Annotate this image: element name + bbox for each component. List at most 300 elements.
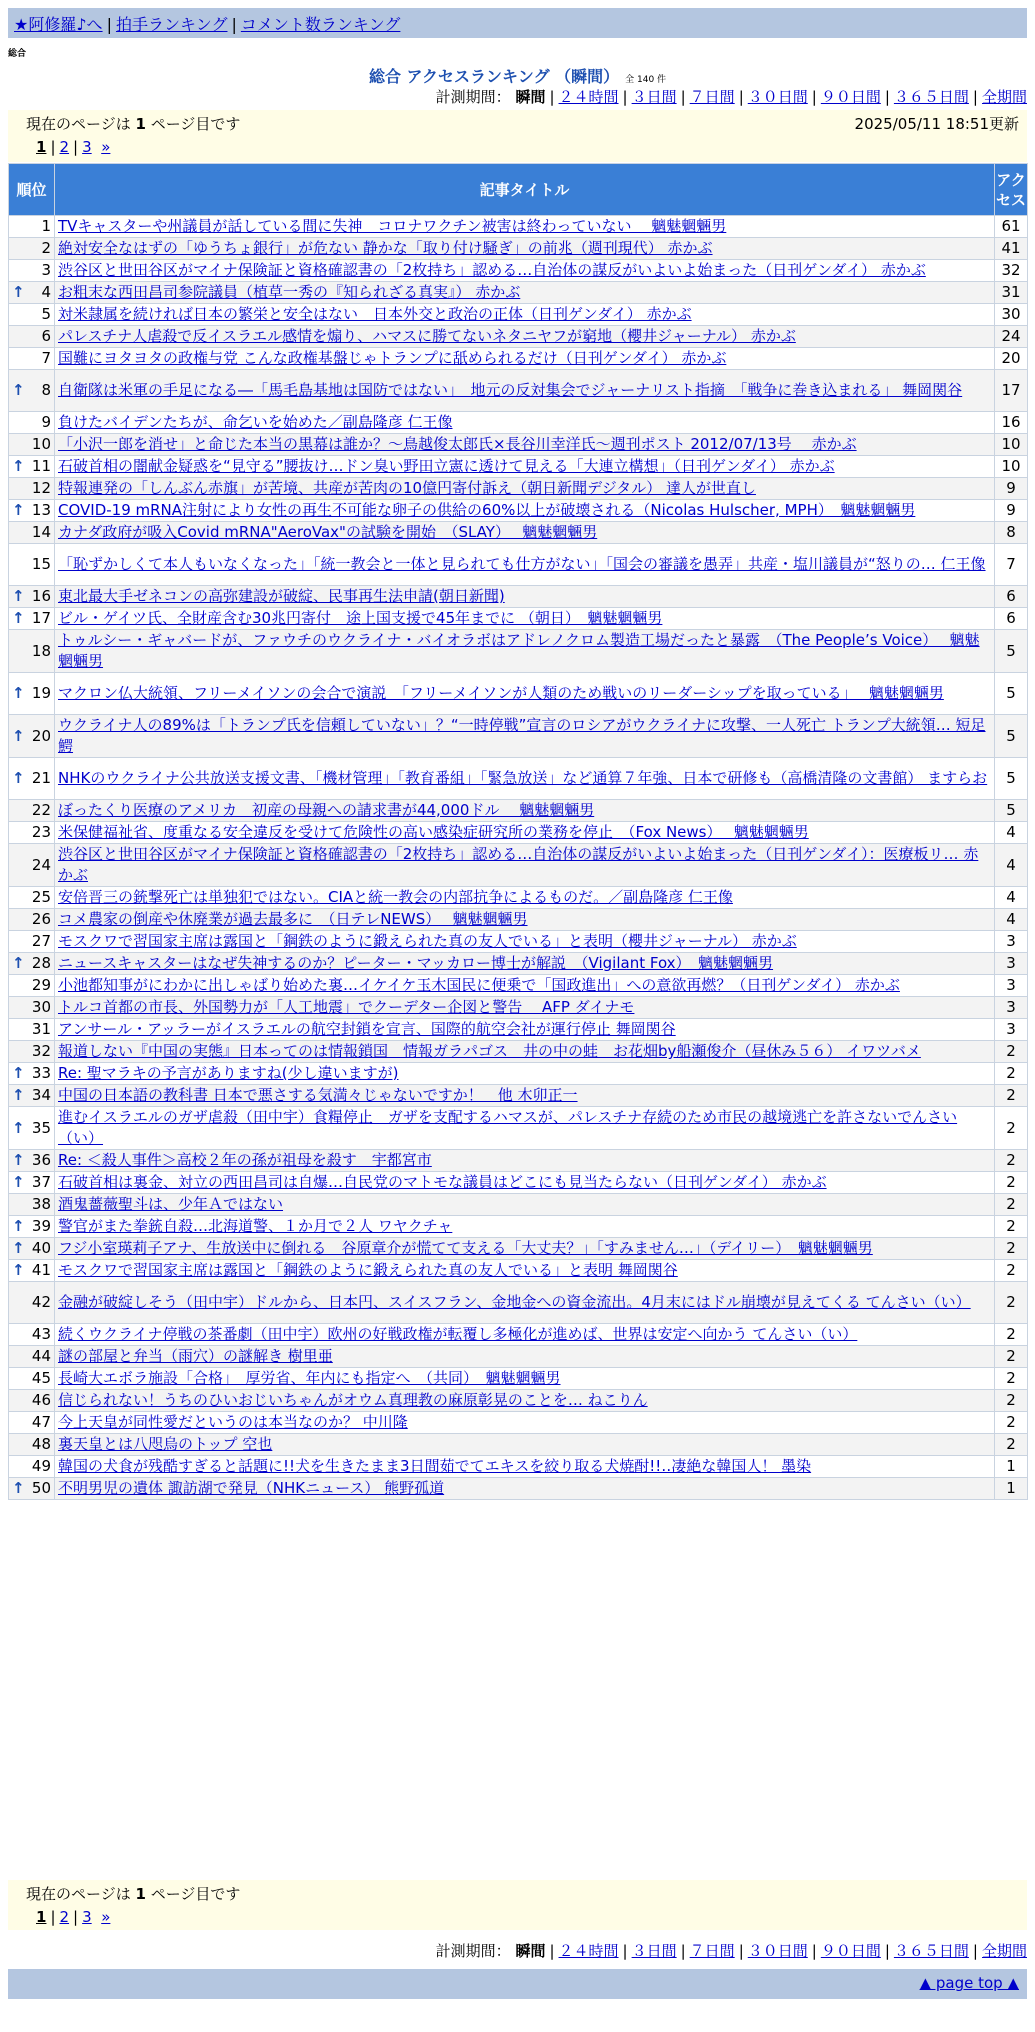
rank-number: 50 bbox=[31, 1479, 51, 1497]
article-link[interactable]: アンサール・アッラーがイスラエルの航空封鎖を宣言、国際的航空会社が運行停止 舞岡関谷 bbox=[58, 1020, 676, 1038]
period-selector-bottom bbox=[436, 1940, 1027, 1961]
table-row bbox=[9, 1260, 1028, 1282]
rank-cell bbox=[9, 500, 55, 522]
table-row bbox=[9, 544, 1028, 586]
table-row bbox=[9, 1063, 1028, 1085]
separator: | bbox=[738, 88, 744, 106]
separator: | bbox=[50, 138, 56, 156]
title-cell bbox=[55, 608, 995, 630]
title-cell bbox=[55, 909, 995, 931]
footer-bar bbox=[8, 1969, 1027, 1999]
table-row bbox=[9, 456, 1028, 478]
rank-cell bbox=[9, 1368, 55, 1390]
period-label: 計測期間： bbox=[435, 1942, 511, 1960]
separator: | bbox=[680, 1942, 686, 1960]
period-selector-top bbox=[436, 86, 1027, 107]
article-link[interactable]: NHKのウクライナ公共放送支援文書、「機材管理」「教育番組」「緊急放送」など通算７年強、日本で研修も（高橋清隆の文書館） ますらお bbox=[58, 769, 988, 787]
title-cell bbox=[55, 1041, 995, 1063]
page-top-link[interactable]: ▲ page top ▲ bbox=[919, 1974, 1019, 1992]
article-link[interactable]: ニュースキャスターはなぜ失神するのか？ピーター・マッカロー博士が解説 （Vigilant Fox） 魑魅魍魎男 bbox=[58, 954, 774, 972]
header-access: アクセス bbox=[995, 164, 1028, 216]
article-link[interactable]: 続くウクライナ停戦の茶番劇（田中宇）欧州の好戦政権が転覆し多極化が進めば、世界は安定へ向かう てんさい（い） bbox=[58, 1325, 858, 1343]
pager-bottom bbox=[8, 1880, 1027, 1930]
article-link[interactable]: 石破首相は裏金、対立の西田昌司は自爆…自民党のマトモな議員はどこにも見当たらない（日刊ゲンダイ） 赤かぶ bbox=[58, 1173, 827, 1191]
table-row bbox=[9, 348, 1028, 370]
title-cell bbox=[55, 456, 995, 478]
rank-number: 24 bbox=[31, 855, 51, 874]
access-count: 2 bbox=[995, 1260, 1028, 1282]
rank-cell bbox=[9, 997, 55, 1019]
access-count: 2 bbox=[995, 1282, 1028, 1324]
access-count: 10 bbox=[995, 456, 1028, 478]
title-cell bbox=[55, 758, 995, 800]
article-link[interactable]: 謎の部屋と弁当（雨穴）の謎解き 樹里亜 bbox=[58, 1347, 333, 1365]
article-link[interactable]: COVID-19 mRNA注射により女性の再生不可能な卵子の供給の60%以上が破壊される（Nicolas Hulscher, MPH） 魑魅魍魎男 bbox=[58, 501, 916, 519]
article-link[interactable]: 米保健福祉省、度重なる安全違反を受けて危険性の高い感染症研究所の業務を停止 （Fox News） 魑魅魍魎男 bbox=[58, 823, 809, 841]
period-3d-link[interactable]: ３日間 bbox=[631, 1942, 677, 1960]
rank-cell bbox=[9, 1260, 55, 1282]
title-cell bbox=[55, 238, 995, 260]
period-7d-link[interactable]: ７日間 bbox=[689, 88, 735, 106]
table-row bbox=[9, 1019, 1028, 1041]
access-count: 5 bbox=[995, 673, 1028, 715]
period-all-link[interactable]: 全期間 bbox=[981, 1942, 1027, 1960]
rank-number: 9 bbox=[41, 413, 51, 431]
separator: | bbox=[622, 1942, 628, 1960]
access-count: 4 bbox=[995, 844, 1028, 887]
page-status-number: 1 bbox=[135, 1885, 146, 1903]
arrow-up-icon: ↑ bbox=[12, 1239, 25, 1257]
article-link[interactable]: 金融が破綻しそう（田中宇）ドルから、日本円、スイスフラン、金地金への資金流出。4月末にはドル崩壊が見えてくる てんさい（い） bbox=[58, 1293, 971, 1311]
title-cell bbox=[55, 586, 995, 608]
rank-number: 43 bbox=[31, 1325, 51, 1343]
access-count: 3 bbox=[995, 975, 1028, 997]
rank-number: 36 bbox=[31, 1151, 51, 1169]
table-row bbox=[9, 434, 1028, 456]
rank-cell bbox=[9, 1324, 55, 1346]
rank-cell bbox=[9, 1412, 55, 1434]
rank-number: 15 bbox=[31, 555, 51, 573]
rank-cell bbox=[9, 608, 55, 630]
access-count: 2 bbox=[995, 1238, 1028, 1260]
access-count: 5 bbox=[995, 715, 1028, 758]
period-365d-link[interactable]: ３６５日間 bbox=[893, 88, 969, 106]
title-cell bbox=[55, 1107, 995, 1150]
title-cell bbox=[55, 304, 995, 326]
page-1-current: 1 bbox=[36, 138, 47, 156]
rank-cell bbox=[9, 887, 55, 909]
rank-number: 23 bbox=[31, 823, 51, 841]
title-cell bbox=[55, 478, 995, 500]
rank-number: 37 bbox=[31, 1173, 51, 1191]
rank-cell bbox=[9, 282, 55, 304]
rank-cell bbox=[9, 715, 55, 758]
access-count: 2 bbox=[995, 1368, 1028, 1390]
rank-number: 42 bbox=[31, 1293, 51, 1311]
access-count: 61 bbox=[995, 216, 1028, 238]
page-status-suffix: ページ目です bbox=[150, 1885, 241, 1903]
rank-cell bbox=[9, 434, 55, 456]
rank-number: 5 bbox=[41, 305, 51, 323]
table-row bbox=[9, 326, 1028, 348]
nav-separator: | bbox=[106, 15, 112, 34]
rank-number: 47 bbox=[31, 1413, 51, 1431]
article-link[interactable]: 小池都知事がにわかに出しゃばり始めた裏…イケイケ玉木国民に便乗で「国政進出」への意欲再燃？（日刊ゲンダイ） 赤かぶ bbox=[58, 976, 900, 994]
table-row bbox=[9, 412, 1028, 434]
article-link[interactable]: 渋谷区と世田谷区がマイナ保険証と資格確認書の「2枚持ち」認める…自治体の謀反がいよいよ始まった（日刊ゲンダイ）：医療板リ… 赤かぶ bbox=[58, 845, 979, 884]
article-link[interactable]: 不明男児の遺体 諏訪湖で発見（NHKニュース） 熊野孤道 bbox=[58, 1479, 445, 1497]
rank-number: 21 bbox=[31, 769, 51, 787]
article-link[interactable]: 自衛隊は米軍の手足になる―「馬毛島基地は国防ではない」 地元の反対集会でジャーナリスト指摘 「戦争に巻き込まれる」 舞岡関谷 bbox=[58, 381, 963, 399]
table-row bbox=[9, 1434, 1028, 1456]
title-cell bbox=[55, 1260, 995, 1282]
table-row bbox=[9, 500, 1028, 522]
rank-cell bbox=[9, 931, 55, 953]
page-status-suffix: ページ目です bbox=[150, 115, 241, 133]
rank-cell bbox=[9, 412, 55, 434]
table-row bbox=[9, 608, 1028, 630]
page-2-link[interactable]: 2 bbox=[59, 138, 70, 156]
article-link[interactable]: 進むイスラエルのガザ虐殺（田中宇）食糧停止 ガザを支配するハマスが、パレスチナ存続のため市民の越境逃亡を許さないでんさい（い） bbox=[58, 1108, 958, 1147]
category-label: 総合 bbox=[8, 49, 27, 59]
period-24h-link[interactable]: ２４時間 bbox=[558, 88, 619, 106]
table-row bbox=[9, 953, 1028, 975]
access-count: 3 bbox=[995, 1019, 1028, 1041]
rank-cell bbox=[9, 1150, 55, 1172]
title-cell bbox=[55, 1019, 995, 1041]
separator: | bbox=[549, 88, 555, 106]
article-link[interactable]: 国難にヨタヨタの政権与党 こんな政権基盤じゃトランプに舐められるだけ（日刊ゲンダイ） 赤かぶ bbox=[58, 349, 727, 367]
article-link[interactable]: 東北最大手ゼネコンの高弥建設が破綻、民事再生法申請(朝日新聞) bbox=[58, 587, 505, 605]
article-link[interactable]: 中国の日本語の教科書 日本で悪さする気満々じゃないですか！ 他 木卯正一 bbox=[58, 1086, 578, 1104]
rank-cell bbox=[9, 304, 55, 326]
access-count: 2 bbox=[995, 1194, 1028, 1216]
rank-number: 2 bbox=[41, 239, 51, 257]
article-link[interactable]: トゥルシー・ギャバードが、ファウチのウクライナ・バイオラボはアドレノクロム製造工場だったと暴露 （The People’s Voice） 魑魅魍魎男 bbox=[58, 631, 980, 670]
period-30d-link[interactable]: ３０日間 bbox=[747, 88, 808, 106]
article-link[interactable]: 「恥ずかしくて本人もいなくなった」「統一教会と一体と見られても仕方がない」「国会の審議を愚弄」共産・塩川議員が“怒りの… 仁王像 bbox=[58, 555, 986, 573]
access-count: 41 bbox=[995, 238, 1028, 260]
access-count: 2 bbox=[995, 1085, 1028, 1107]
article-link[interactable]: 警官がまた拳銃自殺…北海道警、１か月で２人 ワヤクチャ bbox=[58, 1217, 453, 1235]
access-count: 2 bbox=[995, 1041, 1028, 1063]
rank-cell bbox=[9, 822, 55, 844]
rank-number: 10 bbox=[31, 435, 51, 453]
rank-cell bbox=[9, 1194, 55, 1216]
rank-number: 11 bbox=[31, 457, 51, 475]
period-3d-link[interactable]: ３日間 bbox=[631, 88, 677, 106]
rank-cell bbox=[9, 1172, 55, 1194]
title-cell bbox=[55, 715, 995, 758]
next-page-link[interactable]: » bbox=[101, 138, 111, 156]
article-link[interactable]: 対米隷属を続ければ日本の繁栄と安全はない 日本外交と政治の正体（日刊ゲンダイ） 赤かぶ bbox=[58, 305, 692, 323]
arrow-up-icon: ↑ bbox=[12, 726, 25, 745]
article-link[interactable]: コメ農家の倒産や休廃業が過去最多に （日テレNEWS） 魑魅魍魎男 bbox=[58, 910, 528, 928]
article-link[interactable]: 報道しない『中国の実態』日本ってのは情報鎖国 情報ガラパゴス 井の中の蛙 お花畑by船瀬俊介（昼休み５６） イワツバメ bbox=[58, 1042, 921, 1060]
period-24h-link[interactable]: ２４時間 bbox=[558, 1942, 619, 1960]
comment-ranking-link[interactable]: コメント数ランキング bbox=[240, 15, 401, 34]
period-7d-link[interactable]: ７日間 bbox=[689, 1942, 735, 1960]
access-count: 7 bbox=[995, 544, 1028, 586]
article-link[interactable]: 安倍晋三の銃撃死亡は単独犯ではない。CIAと統一教会の内部抗争によるものだ。／副島隆彦 仁王像 bbox=[58, 888, 733, 906]
rank-cell bbox=[9, 216, 55, 238]
table-row bbox=[9, 673, 1028, 715]
title-cell bbox=[55, 348, 995, 370]
rank-number: 7 bbox=[41, 349, 51, 367]
access-count: 24 bbox=[995, 326, 1028, 348]
access-count: 20 bbox=[995, 348, 1028, 370]
table-row bbox=[9, 1150, 1028, 1172]
rank-cell bbox=[9, 1390, 55, 1412]
access-count: 3 bbox=[995, 997, 1028, 1019]
period-90d-link[interactable]: ９０日間 bbox=[820, 88, 881, 106]
article-link[interactable]: ぼったくり医療のアメリカ 初産の母親への請求書が44,000ドル 魑魅魍魎男 bbox=[58, 801, 595, 819]
separator: | bbox=[738, 1942, 744, 1960]
article-link[interactable]: 裏天皇とは八咫烏のトップ 空也 bbox=[58, 1435, 273, 1453]
pager-top bbox=[8, 110, 1027, 162]
rank-cell bbox=[9, 844, 55, 887]
article-link[interactable]: フジ小室瑛莉子アナ、生放送中に倒れる 谷原章介が慌てて支える「大丈夫？」「すみません…」（デイリー） 魑魅魍魎男 bbox=[58, 1239, 873, 1257]
title-cell bbox=[55, 1282, 995, 1324]
applause-ranking-link[interactable]: 拍手ランキング bbox=[115, 15, 228, 34]
title-cell bbox=[55, 997, 995, 1019]
title-cell bbox=[55, 1085, 995, 1107]
article-link[interactable]: 韓国の犬食が残酷すぎると話題に!!犬を生きたまま3日間茹でてエキスを絞り取る犬焼酎!!‥凄絶な韓国人！ 墨染 bbox=[58, 1457, 812, 1475]
title-cell bbox=[55, 1390, 995, 1412]
article-link[interactable]: カナダ政府が吸入Covid mRNA"AeroVax"の試験を開始 （SLAY） 魑魅魍魎男 bbox=[58, 523, 598, 541]
title-cell bbox=[55, 522, 995, 544]
ranking-title: 総合 アクセスランキング （瞬間） bbox=[368, 67, 620, 86]
article-link[interactable]: マクロン仏大統領、フリーメイソンの会合で演説 「フリーメイソンが人類のため戦いのリーダーシップを取っている」 魑魅魍魎男 bbox=[58, 684, 944, 702]
next-page-link[interactable]: » bbox=[101, 1908, 111, 1926]
table-row bbox=[9, 822, 1028, 844]
separator: | bbox=[549, 1942, 555, 1960]
title-cell bbox=[55, 887, 995, 909]
header-rank: 順位 bbox=[9, 164, 55, 216]
rank-number: 18 bbox=[31, 641, 51, 660]
period-365d-link[interactable]: ３６５日間 bbox=[893, 1942, 969, 1960]
rank-cell bbox=[9, 238, 55, 260]
article-link[interactable]: モスクワで習国家主席は露国と「鋼鉄のように鍛えられた真の友人でいる」と表明（櫻井ジャーナル） 赤かぶ bbox=[58, 932, 797, 950]
access-count: 4 bbox=[995, 887, 1028, 909]
article-link[interactable]: 絶対安全なはずの「ゆうちょ銀行」が危ない 静かな「取り付け騒ぎ」の前兆（週刊現代） 赤かぶ bbox=[58, 239, 713, 257]
rank-number: 33 bbox=[31, 1064, 51, 1082]
rank-number: 16 bbox=[31, 587, 51, 605]
access-count: 6 bbox=[995, 586, 1028, 608]
rank-number: 8 bbox=[41, 381, 51, 399]
access-count: 5 bbox=[995, 800, 1028, 822]
title-cell bbox=[55, 953, 995, 975]
article-link[interactable]: ウクライナ人の89%は「トランプ氏を信頼していない」？“一時停戦”宣言のロシアがウクライナに攻撃、一人死亡 トランプ大統領… 短足鰐 bbox=[58, 716, 986, 755]
article-link[interactable]: 「小沢一郎を消せ」と命じた本当の黒幕は誰か？～鳥越俊太郎氏×長谷川幸洋氏～週刊ポスト 2012/07/13号 赤かぶ bbox=[58, 435, 857, 453]
page-status bbox=[26, 1882, 240, 1906]
arrow-up-icon: ↑ bbox=[12, 1173, 25, 1191]
rank-number: 3 bbox=[41, 261, 51, 279]
title-cell bbox=[55, 1434, 995, 1456]
rank-cell bbox=[9, 758, 55, 800]
rank-cell bbox=[9, 1238, 55, 1260]
rank-cell bbox=[9, 522, 55, 544]
rank-number: 6 bbox=[41, 327, 51, 345]
table-row bbox=[9, 715, 1028, 758]
access-count: 2 bbox=[995, 1107, 1028, 1150]
period-30d-link[interactable]: ３０日間 bbox=[747, 1942, 808, 1960]
arrow-up-icon: ↑ bbox=[12, 1479, 25, 1497]
page-1-current: 1 bbox=[36, 1908, 47, 1926]
page-3-link[interactable]: 3 bbox=[82, 1908, 92, 1926]
title-cell bbox=[55, 1478, 995, 1500]
rank-number: 41 bbox=[31, 1261, 51, 1279]
top-navigation-bar bbox=[8, 8, 1027, 38]
rank-number: 39 bbox=[31, 1217, 51, 1235]
article-link[interactable]: 渋谷区と世田谷区がマイナ保険証と資格確認書の「2枚持ち」認める…自治体の謀反がいよいよ始まった（日刊ゲンダイ） 赤かぶ bbox=[58, 261, 926, 279]
access-count: 2 bbox=[995, 1324, 1028, 1346]
title-cell bbox=[55, 844, 995, 887]
rank-number: 22 bbox=[31, 801, 51, 819]
rank-cell bbox=[9, 478, 55, 500]
arrow-up-icon: ↑ bbox=[12, 684, 25, 702]
total-count: 全 140 件 bbox=[625, 75, 667, 85]
title-cell bbox=[55, 1368, 995, 1390]
arrow-up-icon: ↑ bbox=[12, 609, 25, 627]
page-status-prefix: 現在のページは bbox=[26, 1885, 131, 1903]
access-count: 2 bbox=[995, 1150, 1028, 1172]
title-cell bbox=[55, 434, 995, 456]
rank-cell bbox=[9, 1041, 55, 1063]
rank-number: 27 bbox=[31, 932, 51, 950]
rank-number: 28 bbox=[31, 954, 51, 972]
arrow-up-icon: ↑ bbox=[12, 1151, 25, 1169]
header-title: 記事タイトル bbox=[55, 164, 995, 216]
table-row bbox=[9, 1238, 1028, 1260]
table-row bbox=[9, 1368, 1028, 1390]
article-link[interactable]: パレスチナ人虐殺で反イスラエル感情を煽り、ハマスに勝てないネタニヤフが窮地（櫻井ジャーナル） 赤かぶ bbox=[58, 327, 796, 345]
rank-number: 46 bbox=[31, 1391, 51, 1409]
article-link[interactable]: Re: ＜殺人事件＞高校２年の孫が祖母を殺す 宇都宮市 bbox=[58, 1151, 432, 1169]
table-row bbox=[9, 909, 1028, 931]
rank-cell bbox=[9, 1216, 55, 1238]
rank-cell bbox=[9, 1063, 55, 1085]
article-link[interactable]: 酒鬼薔薇聖斗は、少年Ａではない bbox=[58, 1195, 284, 1213]
table-row bbox=[9, 1107, 1028, 1150]
period-all-link[interactable]: 全期間 bbox=[981, 88, 1027, 106]
rank-number: 48 bbox=[31, 1435, 51, 1453]
table-row bbox=[9, 1085, 1028, 1107]
table-row bbox=[9, 282, 1028, 304]
rank-number: 4 bbox=[41, 283, 51, 301]
access-count: 4 bbox=[995, 822, 1028, 844]
rank-cell bbox=[9, 1456, 55, 1478]
title-cell bbox=[55, 260, 995, 282]
table-row bbox=[9, 758, 1028, 800]
article-link[interactable]: 特報連発の「しんぶん赤旗」が苦境、共産が苦肉の10億円寄付訴え（朝日新聞デジタル） 達人が世直し bbox=[58, 479, 756, 497]
table-row bbox=[9, 370, 1028, 412]
access-count: 2 bbox=[995, 1434, 1028, 1456]
arrow-up-icon: ↑ bbox=[12, 1217, 25, 1235]
period-90d-link[interactable]: ９０日間 bbox=[820, 1942, 881, 1960]
period-current: 瞬間 bbox=[515, 88, 546, 106]
table-row bbox=[9, 630, 1028, 673]
rank-number: 26 bbox=[31, 910, 51, 928]
rank-cell bbox=[9, 1282, 55, 1324]
rank-number: 32 bbox=[31, 1042, 51, 1060]
rank-number: 19 bbox=[31, 684, 51, 702]
period-label: 計測期間： bbox=[435, 88, 511, 106]
rank-number: 17 bbox=[31, 609, 51, 627]
table-row bbox=[9, 1041, 1028, 1063]
nav-separator: | bbox=[231, 15, 237, 34]
arrow-up-icon: ↑ bbox=[12, 283, 25, 301]
rank-number: 20 bbox=[31, 726, 51, 745]
article-link[interactable]: トルコ首都の市長、外国勢力が「人工地震」でクーデター企図と警告 AFP ダイナモ bbox=[58, 998, 635, 1016]
arrow-up-icon: ↑ bbox=[12, 1064, 25, 1082]
title-cell bbox=[55, 1194, 995, 1216]
article-link[interactable]: ビル・ゲイツ氏、全財産含む30兆円寄付 途上国支援で45年までに （朝日） 魑魅魍魎男 bbox=[58, 609, 663, 627]
separator: | bbox=[972, 88, 978, 106]
access-count: 16 bbox=[995, 412, 1028, 434]
rank-cell bbox=[9, 909, 55, 931]
separator: | bbox=[73, 1908, 79, 1926]
title-cell bbox=[55, 1150, 995, 1172]
rank-number: 40 bbox=[31, 1239, 51, 1257]
article-link[interactable]: 信じられない！うちのひいおじいちゃんがオウム真理教の麻原彰晃のことを… ねこりん bbox=[58, 1391, 648, 1409]
title-cell bbox=[55, 673, 995, 715]
page-3-link[interactable]: 3 bbox=[82, 138, 92, 156]
rank-cell bbox=[9, 1346, 55, 1368]
rank-number: 1 bbox=[41, 217, 51, 235]
title-cell bbox=[55, 1324, 995, 1346]
article-link[interactable]: 今上天皇が同性愛だというのは本当なのか？ 中川隆 bbox=[58, 1413, 408, 1431]
article-link[interactable]: お粗末な西田昌司参院議員（植草一秀の『知られざる真実』） 赤かぶ bbox=[58, 283, 521, 301]
access-count: 31 bbox=[995, 282, 1028, 304]
separator: | bbox=[50, 1908, 56, 1926]
table-row bbox=[9, 1390, 1028, 1412]
table-row bbox=[9, 1478, 1028, 1500]
page-2-link[interactable]: 2 bbox=[59, 1908, 70, 1926]
table-row bbox=[9, 216, 1028, 238]
table-row bbox=[9, 260, 1028, 282]
access-count: 17 bbox=[995, 370, 1028, 412]
article-link[interactable]: モスクワで習国家主席は露国と「鋼鉄のように鍛えられた真の友人でいる」と表明 舞岡関谷 bbox=[58, 1261, 678, 1279]
rank-cell bbox=[9, 260, 55, 282]
table-row bbox=[9, 800, 1028, 822]
article-link[interactable]: 石破首相の闇献金疑惑を“見守る”腰抜け…ドン臭い野田立憲に透けて見える「大連立構想」（日刊ゲンダイ） 赤かぶ bbox=[58, 457, 835, 475]
article-link[interactable]: 負けたバイデンたちが、命乞いを始めた／副島隆彦 仁王像 bbox=[58, 413, 453, 431]
article-link[interactable]: Re: 聖マラキの予言がありますね(少し違いますが) bbox=[58, 1064, 399, 1082]
access-count: 9 bbox=[995, 500, 1028, 522]
rank-cell bbox=[9, 544, 55, 586]
access-count: 2 bbox=[995, 1390, 1028, 1412]
arrow-up-icon: ↑ bbox=[12, 1118, 25, 1137]
title-cell bbox=[55, 412, 995, 434]
access-count: 2 bbox=[995, 1216, 1028, 1238]
rank-cell bbox=[9, 326, 55, 348]
title-cell bbox=[55, 500, 995, 522]
title-cell bbox=[55, 1238, 995, 1260]
separator: | bbox=[680, 88, 686, 106]
article-link[interactable]: 長崎大エボラ施設「合格」 厚労省、年内にも指定へ （共同） 魑魅魍魎男 bbox=[58, 1369, 561, 1387]
arrow-up-icon: ↑ bbox=[12, 769, 25, 787]
title-cell bbox=[55, 800, 995, 822]
article-link[interactable]: TVキャスターや州議員が話している間に失神 コロナワクチン被害は終わっていない 魑魅魍魎男 bbox=[58, 217, 727, 235]
table-row bbox=[9, 1194, 1028, 1216]
asyura-home-link[interactable]: ★阿修羅♪へ bbox=[14, 15, 103, 34]
title-cell bbox=[55, 630, 995, 673]
table-row bbox=[9, 931, 1028, 953]
table-row bbox=[9, 1216, 1028, 1238]
rank-cell bbox=[9, 1478, 55, 1500]
page-status-prefix: 現在のページは bbox=[26, 115, 131, 133]
